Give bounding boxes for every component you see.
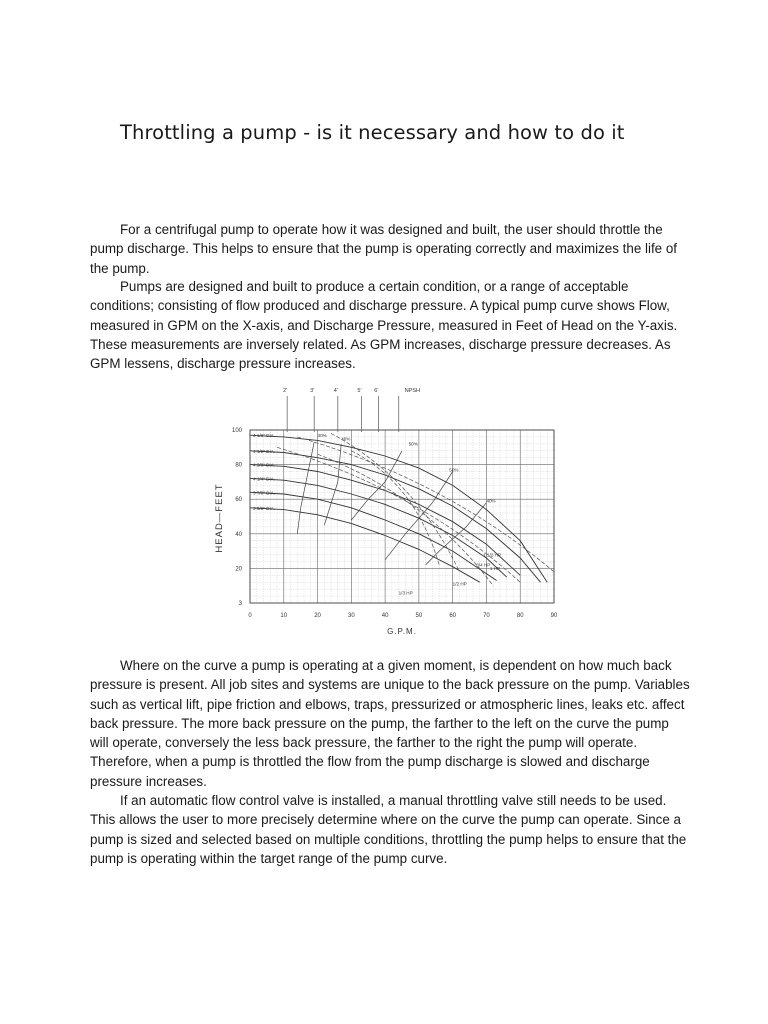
efficiency-and-hp-lines [277,433,554,585]
efficiency-label: 40% [486,498,496,504]
impeller-label: 3 7/8" DIA. [253,490,276,496]
horsepower-label: 1 1/2 HP [483,552,501,558]
horsepower-label: 1 HP [489,566,501,572]
paragraph-pump-curve: Pumps are designed and built to produce a certain condition, or a range of acceptable conditions; consisting of flow produced and discharge pressure. A typical pump curve shows Flow, measured in GPM on the X-axis, and Discharge Pressure, measured in Feet of Head on the Y-axis. These measurements are inversely related. As GPM increases, discharge pressure decreases. As GPM lessens, discharge pressure increases. [90,279,678,372]
npsh-markers [283,388,420,432]
impeller-label: 4 1/4" DIA. [253,476,276,482]
x-tick-label: 80 [516,613,524,619]
impeller-label: 4 1/2" DIA. [253,448,276,454]
efficiency-labels [318,433,496,504]
horsepower-label: 1/2 HP [452,581,467,587]
npsh-label: 3' [310,388,315,394]
npsh-label: NPSH [404,388,421,394]
x-axis-label: G.P.M. [387,627,417,636]
x-tick-label: 50 [415,613,423,619]
impeller-label: 4 1/8" DIA. [253,433,276,439]
efficiency-label: 50% [449,467,459,473]
y-tick-label: 3 [238,601,242,607]
y-tick-label: 60 [235,497,242,504]
pump-curve-chart [210,384,570,640]
chart-grid-minor [250,430,554,603]
x-tick-label: 10 [280,613,288,619]
plot-frame [250,430,554,603]
horsepower-label: 1/3 HP [398,590,413,596]
page-title: Throttling a pump - is it necessary and how to do it [120,121,625,144]
horsepower-labels [399,552,501,595]
y-tick-label: 20 [235,566,242,573]
efficiency-label: 50% [408,441,418,447]
efficiency-label: 40% [341,436,351,442]
paragraph-flow-control: If an automatic flow control valve is installed, a manual throttling valve still needs to be used. This allows the user to more precisely determine where on the curve the pump can operate. Since a pump is sized and selected based on multiple conditions, throttling the pump helps to ensure that the pump is operating within the target range of the pump curve. [90,793,687,866]
y-tick-label: 80 [235,462,242,469]
paragraph-back-pressure: Where on the curve a pump is operating at a given moment, is dependent on how much back pressure is present. All job sites and systems are unique to the back pressure on the pump. Variables such as vertical lift, pipe friction and elbows, traps, pressurized or atmospheric lines, leaks etc. affect back pressure. The more back pressure on the pump, the farther to the left on the curve the pump will operate, conversely the less back pressure, the farther to the right the pump will operate. Therefore, when a pump is throttled the flow from the pump discharge is slowed and discharge pressure increases. [90,658,690,789]
x-tick-label: 40 [381,613,389,619]
x-tick-label: 90 [550,613,558,619]
x-tick-label: 70 [483,613,490,619]
impeller-label: 4 3/8" DIA. [253,462,276,468]
npsh-label: 5' [357,388,362,394]
paragraph-intro: For a centrifugal pump to operate how it was designed and built, the user should throttle the pump discharge. This helps to ensure that the pump is operating correctly and maximizes the life of the pump. [90,222,678,276]
x-tick-label: 30 [347,613,355,619]
npsh-label: 6' [374,388,379,394]
npsh-label: 4' [333,388,338,394]
x-tick-label: 60 [449,613,457,619]
y-tick-label: 40 [235,531,242,538]
horsepower-label: 3/4 HP [476,562,491,568]
x-tick-label: 20 [314,613,321,619]
x-axis-ticks [248,613,558,619]
y-tick-label: 100 [231,428,242,434]
npsh-label: 2' [283,388,288,394]
y-axis-label: HEAD—FEET [214,483,225,553]
y-axis-ticks [232,428,243,607]
chart-grid-major [250,430,554,603]
impeller-label: 3 5/8" DIA. [253,505,276,511]
efficiency-label: 30% [317,432,327,438]
x-tick-label: 0 [248,613,252,619]
